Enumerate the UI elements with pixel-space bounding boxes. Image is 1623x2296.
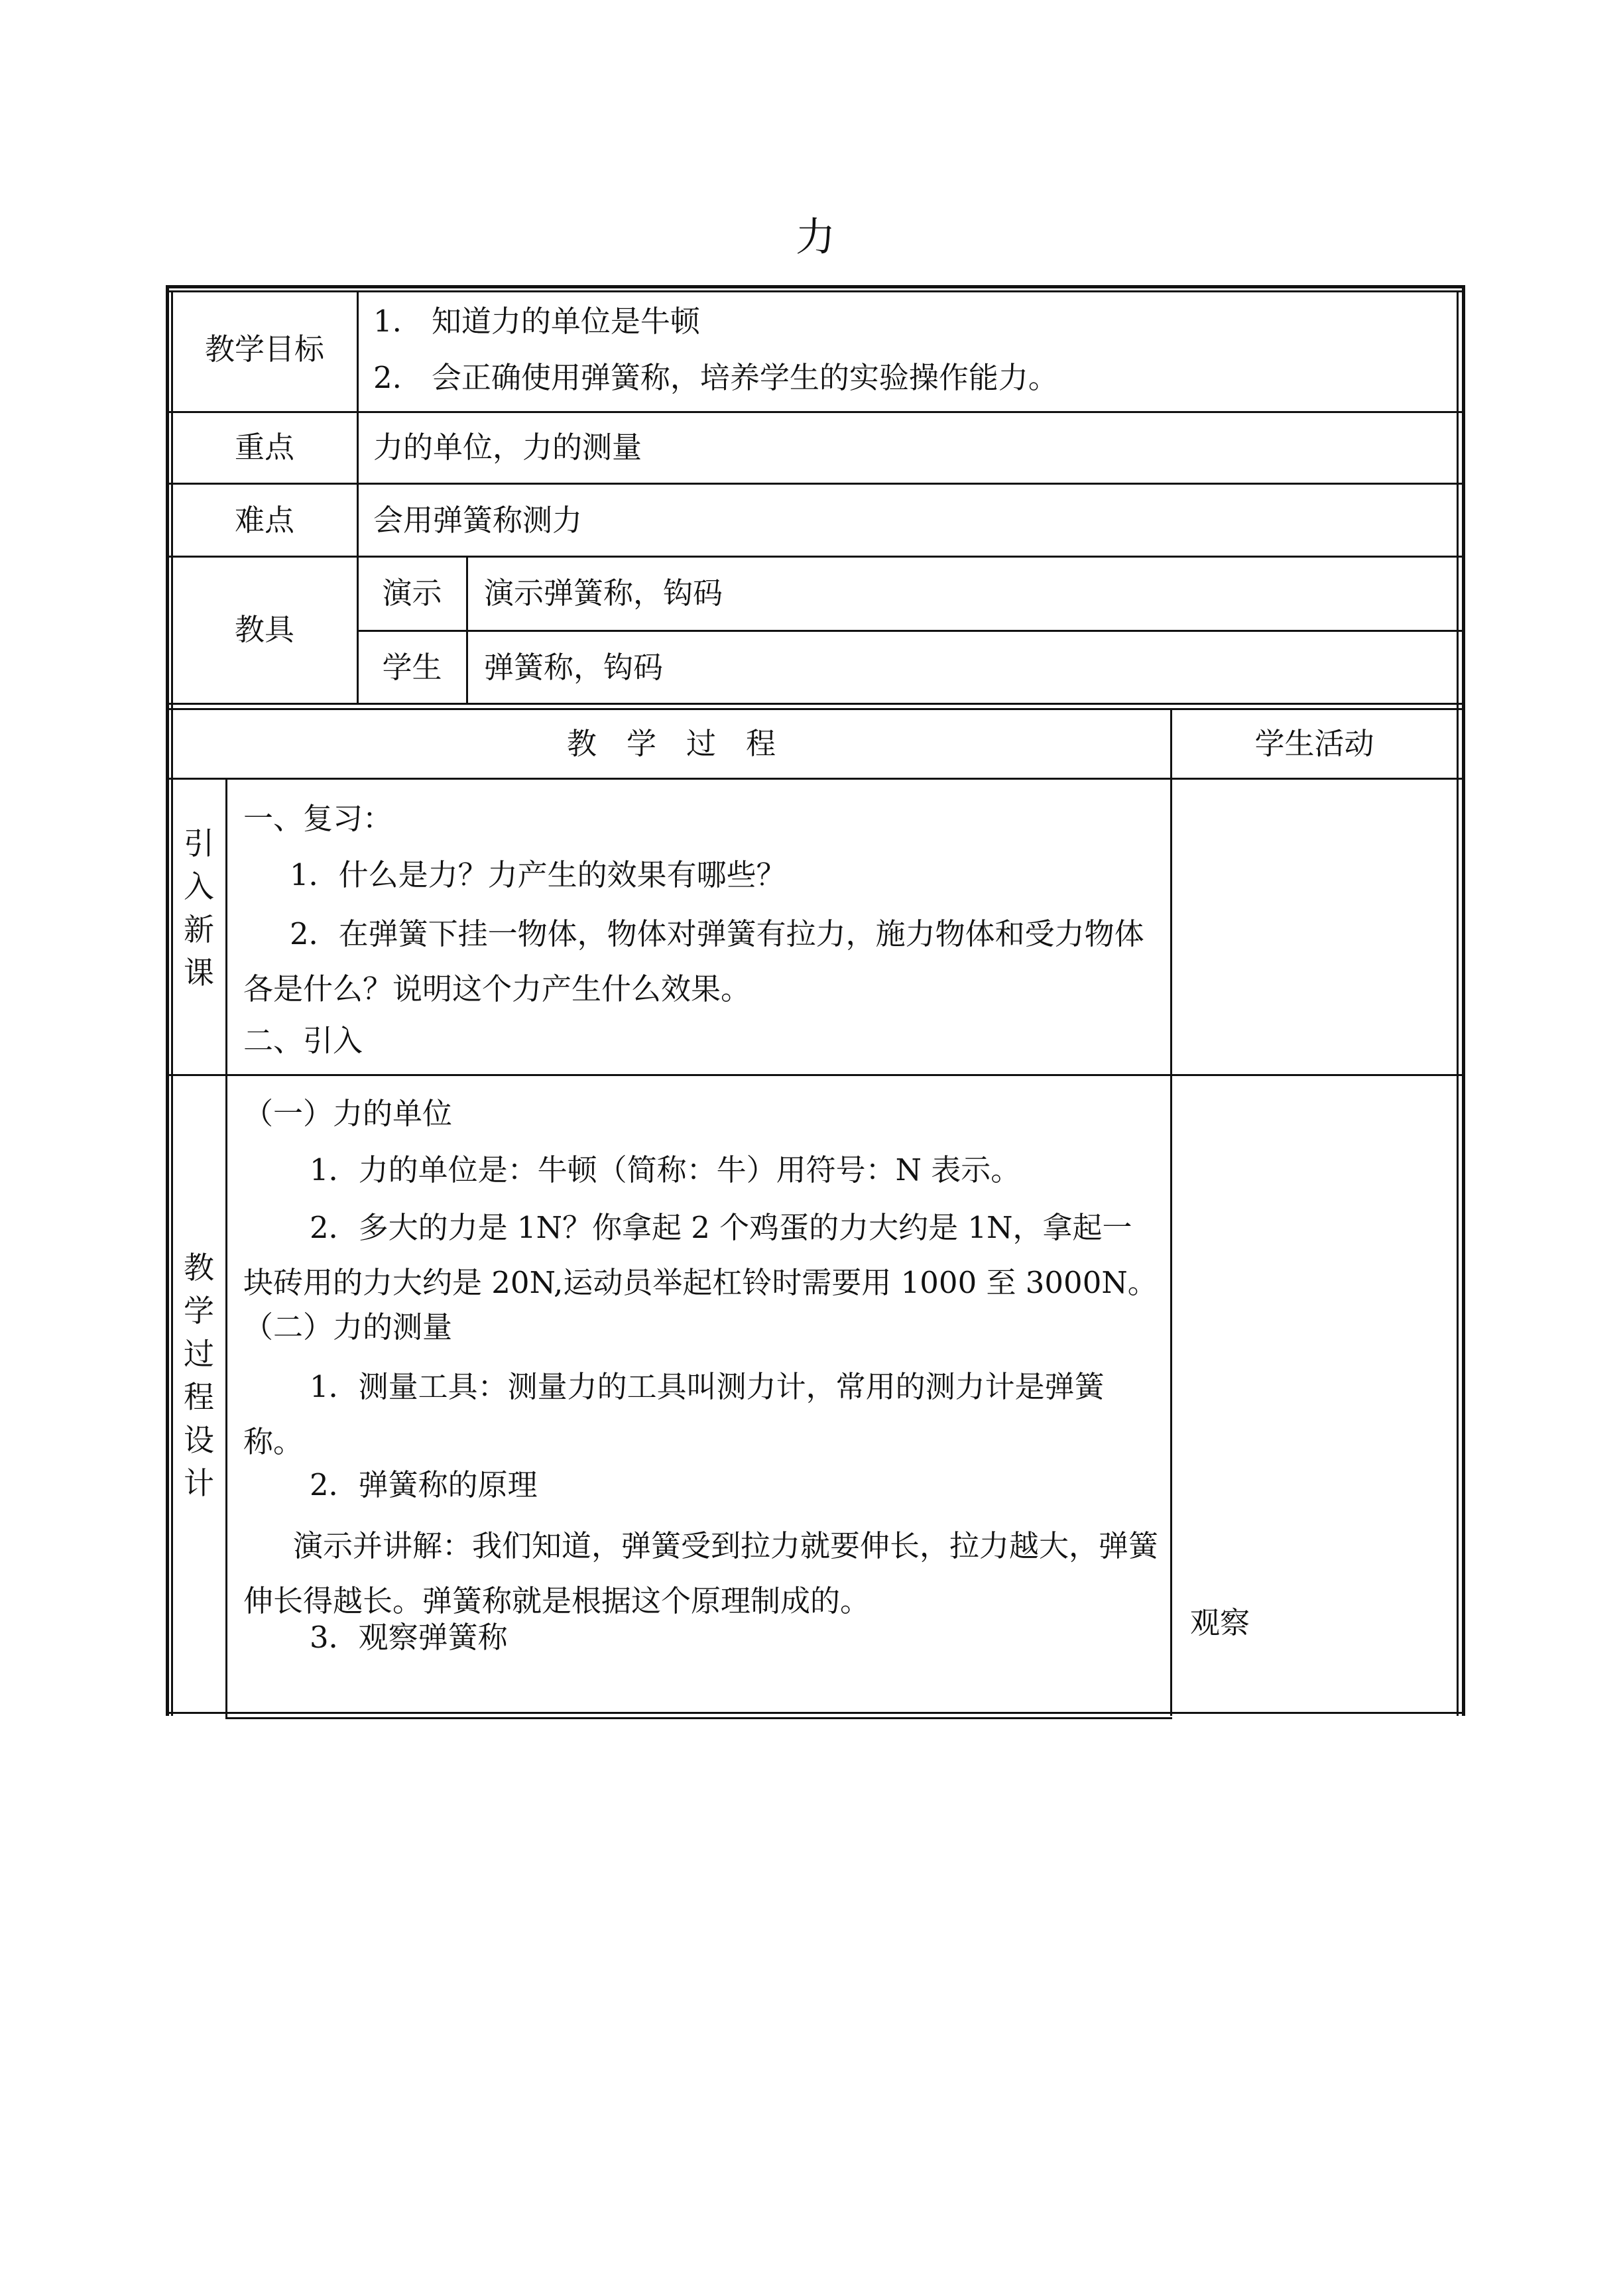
difficulty-value: 会用弹簧称测力 <box>373 503 583 538</box>
intro-line-4: 二、引入 <box>243 1023 363 1058</box>
key-point-value: 力的单位，力的测量 <box>373 430 642 465</box>
design-line-3: 2．多大的力是 1N？你拿起 2 个鸡蛋的力大约是 1N，拿起一块砖用的力大约是 20N,运动员举起杠铃时需要用 1000 至 3000N。 <box>243 1210 1158 1300</box>
design-line-4: （二）力的测量 <box>243 1309 453 1345</box>
objectives-label: 教学目标 <box>204 332 324 367</box>
design-label: 教学过程设计 <box>184 1250 214 1501</box>
objective-item-1: 1. 知道力的单位是牛顿 <box>373 304 700 339</box>
design-line-2: 1．力的单位是：牛顿（简称：牛）用符号：N 表示。 <box>310 1152 1021 1187</box>
design-line-5: 1．测量工具：测量力的工具叫测力计，常用的测力计是弹簧称。 <box>243 1369 1105 1459</box>
design-line-7: 演示并讲解：我们知道，弹簧受到拉力就要伸长，拉力越大，弹簧伸长得越长。弹簧称就是根据这个原理制成的。 <box>243 1528 1159 1618</box>
tools-demo-value: 演示弹簧称，钩码 <box>484 575 723 611</box>
tools-student-value: 弹簧称，钩码 <box>484 650 664 685</box>
tools-student-label: 学生 <box>382 650 442 685</box>
intro-line-1: 一、复习： <box>243 801 393 836</box>
difficulty-label: 难点 <box>234 503 294 538</box>
design-line-8: 3．观察弹簧称 <box>310 1620 508 1655</box>
design-line-1: （一）力的单位 <box>243 1096 453 1131</box>
objective-item-2: 2. 会正确使用弹簧称，培养学生的实验操作能力。 <box>373 360 1058 395</box>
key-point-label: 重点 <box>234 430 294 465</box>
intro-line-2: 1．什么是力？力产生的效果有哪些？ <box>290 857 786 892</box>
design-line-6: 2．弹簧称的原理 <box>310 1467 538 1502</box>
activity-header: 学生活动 <box>1254 726 1374 761</box>
process-header: 教 学 过 程 <box>566 726 776 761</box>
intro-label: 引入新课 <box>184 825 214 991</box>
tools-demo-label: 演示 <box>382 575 442 611</box>
tools-label: 教具 <box>234 612 294 647</box>
page-title: 力 <box>796 214 835 261</box>
intro-line-3: 2．在弹簧下挂一物体，物体对弹簧有拉力，施力物体和受力物体各是什么？说明这个力产生什么效果。 <box>243 916 1144 1006</box>
design-activity: 观察 <box>1190 1605 1250 1640</box>
